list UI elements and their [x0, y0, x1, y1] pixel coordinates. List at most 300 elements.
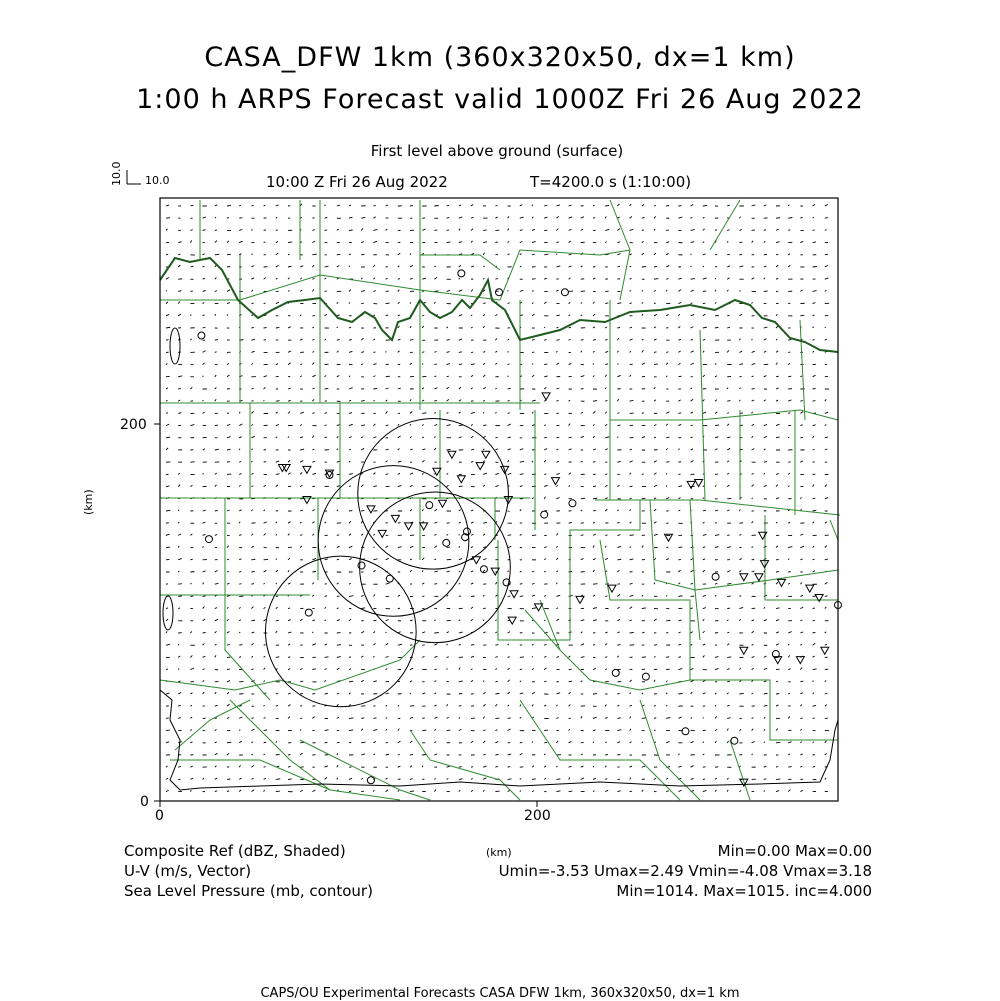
wind-vector: [264, 205, 266, 206]
wind-vector: [471, 669, 472, 670]
wind-vector: [300, 619, 302, 621]
wind-vector: [813, 571, 815, 572]
wind-vector: [251, 656, 253, 657]
wind-vector: [190, 339, 191, 340]
wind-vector: [691, 254, 692, 255]
wind-vector: [251, 632, 254, 633]
wind-vector: [544, 302, 546, 304]
wind-vector: [715, 412, 717, 414]
wind-vector: [654, 656, 656, 657]
wind-vector: [715, 376, 717, 377]
wind-vector: [666, 705, 667, 706]
wind-vector: [764, 668, 767, 669]
wind-vector: [471, 449, 474, 450]
y-tick-200: 200: [120, 417, 147, 433]
wind-vector: [178, 644, 179, 645]
wind-vector: [642, 790, 643, 792]
wind-vector: [715, 278, 716, 279]
wind-vector: [788, 583, 790, 584]
station-triangle: [482, 451, 490, 458]
wind-vector: [520, 704, 521, 706]
wind-vector: [215, 778, 217, 779]
wind-vector: [752, 657, 755, 658]
wind-vector: [825, 254, 828, 255]
wind-vector: [642, 253, 644, 255]
wind-vector: [813, 266, 817, 267]
wind-vector: [166, 424, 169, 425]
wind-vector: [386, 546, 388, 548]
wind-vector: [605, 742, 606, 743]
wind-vector: [483, 253, 484, 255]
wind-vector: [752, 205, 756, 206]
wind-vector: [166, 742, 169, 743]
wind-vector: [239, 620, 241, 621]
wind-vector: [312, 583, 313, 585]
wind-vector: [276, 631, 277, 633]
wind-vector: [520, 509, 521, 511]
wind-vector: [288, 327, 291, 328]
wind-vector: [739, 266, 743, 267]
station-triangle: [391, 515, 399, 522]
wind-vector: [630, 449, 632, 450]
wind-vector: [337, 375, 340, 376]
wind-vector: [203, 643, 205, 645]
wind-vector: [520, 449, 523, 450]
wind-vector: [312, 473, 316, 474]
wind-vector: [654, 461, 657, 463]
wind-vector: [678, 339, 681, 340]
wind-vector: [312, 558, 316, 559]
wind-vector: [520, 657, 524, 658]
wind-vector: [617, 338, 618, 340]
wind-vector: [813, 351, 814, 352]
wind-vector: [227, 619, 229, 620]
wind-vector: [471, 412, 475, 413]
wind-vector: [569, 363, 572, 364]
wind-vector: [813, 230, 815, 231]
wind-vector: [520, 584, 523, 585]
legend-composite-ref-stats: Min=0.00 Max=0.00: [718, 842, 872, 860]
wind-vector: [703, 510, 706, 511]
wind-vector: [203, 437, 207, 438]
wind-vector: [337, 486, 340, 487]
wind-vector: [459, 779, 463, 780]
wind-vector: [422, 424, 423, 425]
wind-vector: [630, 559, 634, 560]
wind-vector: [691, 741, 694, 742]
wind-vector: [691, 668, 694, 669]
wind-vector: [447, 425, 451, 426]
wind-vector: [617, 644, 620, 645]
wind-vector: [605, 498, 608, 499]
wind-vector: [373, 388, 377, 389]
wind-vector: [300, 425, 302, 426]
wind-vector: [776, 351, 778, 353]
wind-vector: [410, 791, 414, 792]
wind-vector: [678, 424, 681, 425]
wind-vector: [398, 595, 400, 596]
wind-vector: [203, 412, 205, 413]
wind-vector: [556, 315, 559, 316]
wind-vector: [325, 778, 327, 780]
wind-vector: [264, 400, 265, 401]
wind-vector: [788, 473, 790, 474]
wind-vector: [703, 327, 707, 328]
wind-vector: [569, 742, 572, 743]
wind-vector: [434, 424, 437, 425]
wind-vector: [727, 705, 729, 706]
wind-vector: [471, 217, 474, 218]
wind-vector: [312, 339, 314, 340]
wind-vector: [386, 315, 389, 316]
wind-vector: [654, 229, 655, 230]
wind-vector: [764, 717, 765, 718]
wind-vector: [251, 411, 253, 413]
wind-vector: [495, 314, 497, 315]
wind-vector: [593, 449, 596, 450]
wind-vector: [483, 449, 484, 450]
wind-vector: [459, 558, 462, 559]
wind-vector: [715, 485, 716, 486]
wind-vector: [520, 254, 522, 255]
wind-vector: [239, 717, 242, 718]
wind-vector: [581, 558, 584, 559]
wind-vector: [227, 742, 231, 743]
wind-vector: [459, 217, 462, 218]
wind-vector: [605, 717, 607, 718]
wind-vector: [739, 693, 743, 694]
wind-vector: [471, 241, 473, 243]
wind-vector: [825, 596, 828, 597]
wind-vector: [203, 217, 206, 218]
wind-vector: [508, 535, 512, 536]
wind-vector: [373, 718, 376, 719]
wind-vector: [276, 461, 279, 462]
wind-vector: [813, 401, 816, 402]
wind-vector: [825, 522, 827, 523]
wind-vector: [544, 205, 547, 206]
wind-vector: [617, 437, 618, 438]
wind-vector: [703, 717, 704, 718]
station-circle: [496, 289, 503, 296]
wind-vector: [434, 742, 436, 743]
wind-vector: [654, 558, 656, 559]
wind-vector: [727, 510, 729, 511]
wind-vector: [251, 254, 252, 255]
wind-vector: [251, 754, 253, 755]
wind-vector: [422, 278, 426, 279]
wind-vector: [739, 388, 740, 389]
wind-vector: [398, 315, 400, 316]
wind-vector: [825, 498, 828, 499]
wind-vector: [215, 655, 216, 657]
wind-vector: [386, 754, 390, 755]
wind-vector: [325, 693, 328, 694]
wind-vector: [166, 619, 168, 621]
wind-vector: [459, 315, 462, 316]
wind-vector: [739, 230, 741, 231]
wind-vector: [471, 388, 473, 389]
wind-vector: [544, 327, 545, 328]
wind-vector: [447, 534, 449, 535]
wind-vector: [349, 534, 351, 536]
wind-vector: [190, 631, 192, 633]
wind-vector: [337, 436, 339, 437]
wind-vector: [703, 314, 706, 316]
wind-vector: [434, 205, 438, 206]
wind-vector: [203, 669, 205, 670]
wind-vector: [532, 425, 535, 426]
wind-vector: [203, 254, 205, 255]
station-triangle: [552, 478, 560, 485]
wind-vector: [264, 242, 266, 243]
wind-vector: [178, 314, 181, 316]
wind-vector: [410, 326, 411, 328]
wind-vector: [447, 462, 449, 463]
wind-vector: [251, 584, 254, 585]
station-circle: [426, 502, 433, 509]
wind-vector: [764, 729, 765, 730]
wind-vector: [556, 791, 560, 792]
wind-vector: [825, 693, 827, 694]
wind-vector: [459, 387, 461, 389]
wind-vector: [617, 204, 619, 206]
wind-vector: [459, 632, 463, 633]
wind-vector: [178, 302, 180, 304]
wind-vector: [166, 254, 168, 255]
wind-vector: [691, 266, 692, 267]
wind-vector: [703, 205, 707, 206]
wind-vector: [215, 753, 218, 755]
wind-vector: [654, 314, 657, 315]
wind-vector: [813, 375, 816, 377]
wind-vector: [703, 375, 705, 377]
wind-vector: [532, 205, 533, 206]
wind-vector: [166, 229, 167, 231]
wind-vector: [215, 644, 217, 645]
wind-vector: [215, 510, 218, 511]
wind-vector: [337, 657, 341, 658]
wind-vector: [361, 754, 365, 755]
wind-vector: [581, 498, 585, 499]
wind-vector: [593, 302, 594, 304]
range-ring-2: [318, 466, 469, 617]
wind-vector: [654, 522, 657, 524]
wind-vector: [654, 266, 657, 267]
wind-vector: [800, 425, 802, 426]
wind-vector: [654, 205, 656, 206]
wind-vector: [398, 461, 402, 462]
wind-vector: [203, 266, 205, 267]
wind-vector: [617, 693, 619, 694]
wind-vector: [508, 632, 510, 633]
legend-uv-vector: U-V (m/s, Vector): [124, 862, 251, 880]
wind-vector: [410, 205, 413, 206]
wind-vector: [776, 437, 780, 438]
wind-vector: [739, 217, 740, 219]
wind-vector: [361, 729, 363, 731]
wind-vector: [483, 534, 485, 535]
wind-vector: [349, 681, 353, 682]
wind-vector: [532, 608, 536, 609]
wind-vector: [227, 546, 229, 548]
wind-vector: [508, 388, 511, 389]
wind-vector: [312, 327, 313, 328]
x-axis-label: (km): [486, 846, 512, 859]
wind-vector: [617, 327, 620, 328]
wind-vector: [264, 376, 267, 377]
wind-vector: [251, 461, 252, 462]
wind-vector: [215, 291, 217, 292]
wind-vector: [642, 498, 646, 499]
wind-vector: [569, 522, 572, 523]
wind-vector: [337, 265, 339, 267]
wind-vector: [459, 693, 462, 694]
wind-vector: [642, 339, 644, 340]
wind-vector: [203, 473, 204, 474]
wind-vector: [800, 497, 801, 498]
wind-vector: [398, 290, 400, 292]
wind-vector: [727, 461, 729, 462]
wind-vector: [459, 339, 462, 340]
wind-vector: [361, 217, 365, 218]
wind-vector: [264, 533, 266, 535]
wind-vector: [642, 302, 643, 303]
wind-vector: [581, 340, 584, 341]
wind-vector: [483, 558, 486, 559]
wind-vector: [532, 766, 534, 768]
wind-vector: [508, 729, 511, 731]
wind-vector: [703, 266, 704, 267]
wind-vector: [788, 522, 790, 523]
wind-vector: [715, 290, 716, 292]
wind-vector: [703, 644, 705, 645]
wind-vector: [300, 693, 303, 694]
wind-vector: [300, 729, 301, 730]
wind-vector: [703, 339, 705, 340]
wind-vector: [447, 412, 449, 413]
wind-vector: [727, 790, 728, 792]
wind-vector: [239, 241, 242, 242]
wind-vector: [300, 705, 302, 706]
wind-vector: [325, 314, 327, 316]
wind-vector: [410, 706, 414, 707]
wind-vector: [410, 437, 412, 438]
wind-vector: [752, 436, 753, 438]
wind-vector: [288, 522, 291, 524]
wind-vector: [678, 644, 681, 645]
wind-vector: [788, 217, 792, 218]
wind-vector: [288, 657, 290, 658]
wind-vector: [471, 607, 473, 609]
wind-vector: [581, 436, 584, 438]
wind-vector: [654, 437, 656, 438]
wind-vector: [178, 534, 181, 535]
wind-vector: [386, 303, 390, 304]
wind-vector: [483, 595, 484, 596]
wind-vector: [373, 437, 376, 438]
wind-vector: [178, 558, 182, 559]
wind-vector: [410, 779, 413, 780]
wind-vector: [349, 437, 352, 438]
wind-vector: [361, 437, 363, 438]
wind-vector: [215, 339, 218, 340]
wind-vector: [325, 339, 326, 340]
wind-vector: [544, 364, 547, 365]
wind-vector: [569, 705, 571, 707]
wind-vector: [715, 302, 716, 303]
wind-vector: [605, 779, 607, 780]
wind-vector: [483, 717, 484, 719]
wind-vector: [337, 620, 340, 621]
wind-vector: [459, 767, 462, 768]
wind-vector: [203, 376, 204, 377]
wind-vector: [752, 351, 755, 352]
wind-vector: [788, 205, 789, 206]
wind-vector: [727, 473, 729, 474]
wind-vector: [569, 302, 571, 303]
wind-vector: [617, 364, 618, 365]
wind-vector: [813, 339, 815, 340]
wind-vector: [764, 205, 766, 206]
wind-vector: [300, 510, 303, 511]
wind-vector: [630, 461, 633, 462]
wind-vector: [471, 424, 473, 425]
station-triangle: [806, 585, 814, 592]
wind-vector: [190, 693, 192, 694]
wind-vector: [703, 534, 707, 535]
wind-vector: [678, 790, 681, 791]
wind-vector: [605, 437, 609, 438]
wind-vector: [727, 413, 729, 414]
wind-vector: [776, 791, 779, 792]
wind-vector: [325, 680, 326, 682]
wind-vector: [678, 497, 680, 498]
wind-vector: [715, 668, 719, 669]
wind-vector: [666, 498, 669, 499]
wind-vector: [813, 242, 816, 243]
wind-vector: [361, 631, 364, 633]
wind-vector: [483, 620, 484, 621]
wind-vector: [288, 620, 291, 621]
wind-vector: [532, 583, 535, 584]
wind-vector: [361, 742, 365, 743]
wind-vector: [215, 217, 216, 218]
wind-vector: [251, 424, 252, 425]
wind-vector: [312, 375, 315, 377]
wind-vector: [190, 766, 192, 767]
wind-vector: [471, 522, 474, 523]
wind-vector: [288, 693, 291, 694]
wind-vector: [459, 229, 460, 231]
station-circle: [367, 777, 374, 784]
wind-vector: [398, 351, 400, 352]
wind-vector: [349, 400, 351, 401]
wind-vector: [605, 485, 607, 486]
wind-vector: [764, 705, 768, 706]
wind-vector: [752, 364, 756, 365]
wind-vector: [813, 632, 816, 633]
wind-vector: [471, 364, 475, 365]
wind-vector: [605, 632, 607, 633]
radar-range-rings: [265, 419, 510, 707]
wind-vector: [654, 645, 657, 646]
wind-vector: [483, 266, 485, 267]
wind-vector: [276, 278, 278, 279]
wind-vector: [264, 705, 265, 706]
wind-vector: [654, 509, 656, 511]
wind-vector: [325, 668, 327, 669]
